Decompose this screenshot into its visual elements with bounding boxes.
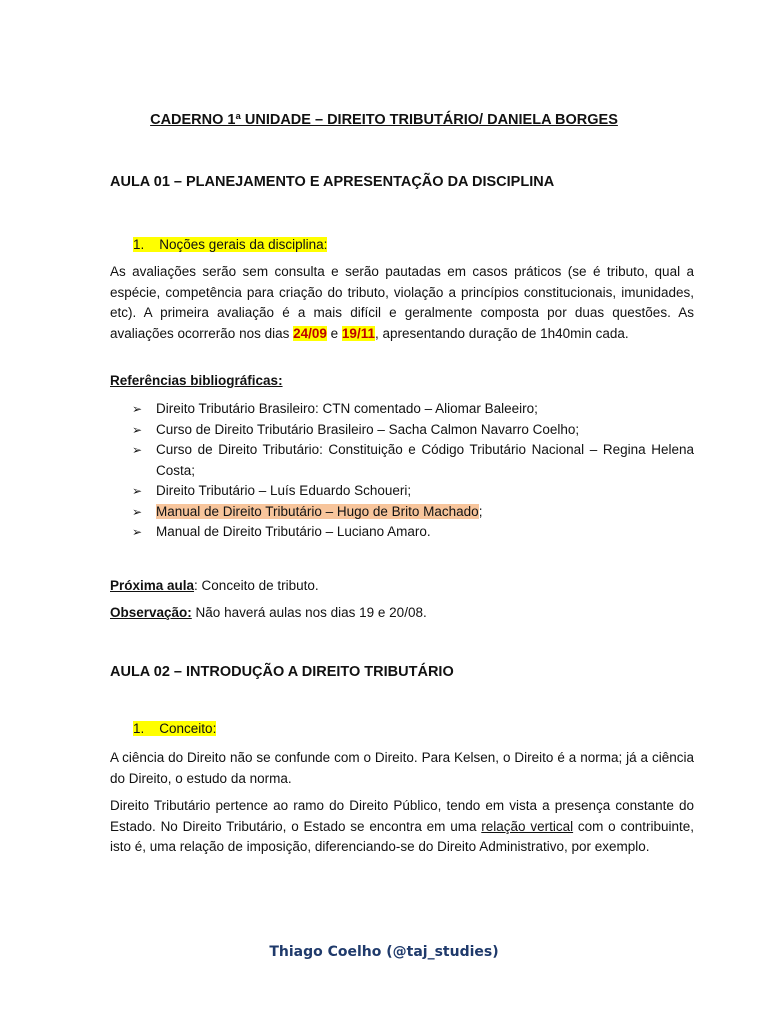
footer-author: Thiago Coelho (@taj_studies) [269,944,499,960]
section-title-highlight: 1. Conceito: [133,721,217,736]
reference-item: ➢ Curso de Direito Tributário Brasileiro – Sacha Calmon Navarro Coelho; [110,420,694,441]
reference-item: ➢ Direito Tributário Brasileiro: CTN comentado – Aliomar Baleeiro; [110,399,694,420]
aula-02-paragraph-2: Direito Tributário pertence ao ramo do Direito Público, tendo em vista a presença constante do Estado. No Direito Tributário, o Estado se encontra em uma relação vertical com o contribuinte, isto é, uma relação de imposição, diferenciando-se do Direito Administrativo, por exemplo. [110,798,694,854]
reference-item: ➢ Manual de Direito Tributário – Luciano Amaro. [110,522,694,543]
evaluation-date-2: 19/11 [341,325,375,341]
underlined-term: relação vertical [481,818,574,834]
document-title: CADERNO 1ª UNIDADE – DIREITO TRIBUTÁRIO/ DANIELA BORGES [150,112,618,128]
observation-label: Observação: [110,605,192,620]
arrowhead-bullet-icon: ➢ [132,484,143,498]
observation-note: Observação: Não haverá aulas nos dias 19 e 20/08. [110,605,427,620]
evaluation-date-1: 24/09 [293,325,327,341]
arrowhead-bullet-icon: ➢ [132,422,143,437]
next-class-label: Próxima aula [110,578,195,593]
reference-item-highlighted: ➢ Manual de Direito Tributário – Hugo de Brito Machado; [110,502,694,523]
aula-02-heading: AULA 02 – INTRODUÇÃO A DIREITO TRIBUTÁRIO [110,664,454,680]
next-class-note: Próxima aula: Conceito de tributo. [110,578,319,593]
aula-02-paragraph-1: A ciência do Direito não se confunde com o Direito. Para Kelsen, o Direito é a norma; já a ciência do Direito, o estudo da norma. [110,750,694,786]
arrowhead-bullet-icon: ➢ [132,443,143,457]
section-title-highlight: 1. Noções gerais da disciplina: [133,237,328,252]
aula-01-paragraph-evaluations: As avaliações serão sem consulta e serão pautadas em casos práticos (se é tributo, qual a espécie, competência para criação do tributo, violação a princípios constitucionais, imunidades, etc). A primeira avaliação é a mais difícil e geralmente composta por duas questões. As avaliações ocorrerão nos dias 24/09 e 19/11, apresentando duração de 1h40min cada. [110,264,694,341]
arrowhead-bullet-icon: ➢ [132,504,143,519]
aula-01-section-1-title [133,237,327,252]
aula-02-section-1-title [133,721,216,736]
arrowhead-bullet-icon: ➢ [132,402,143,416]
arrowhead-bullet-icon: ➢ [132,525,143,539]
aula-01-heading: AULA 01 – PLANEJAMENTO E APRESENTAÇÃO DA DISCIPLINA [110,174,555,190]
references-heading: Referências bibliográficas: [110,373,283,388]
reference-item: ➢ Curso de Direito Tributário: Constituição e Código Tributário Nacional – Regina Helena Costa; [132,442,694,478]
reference-item: ➢ Direito Tributário – Luís Eduardo Schoueri; [110,481,694,502]
references-list [110,399,694,543]
